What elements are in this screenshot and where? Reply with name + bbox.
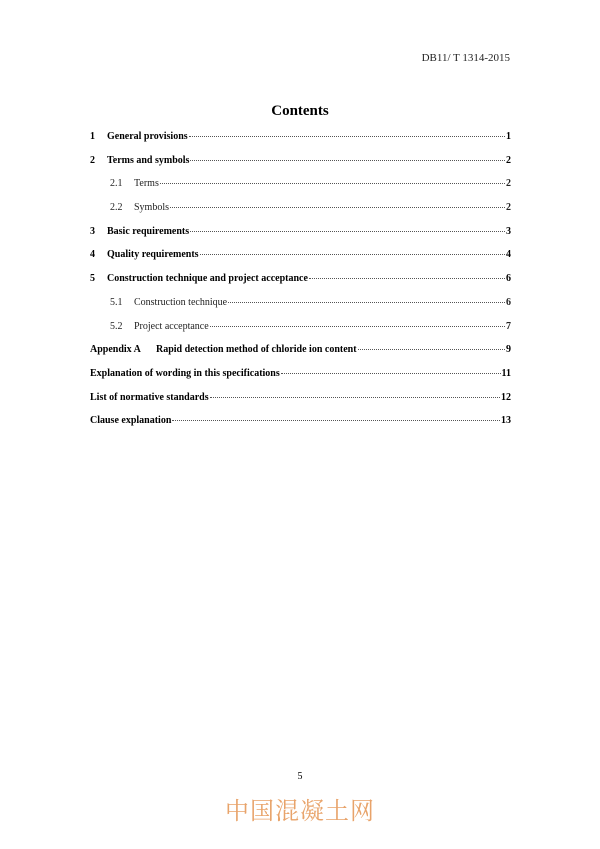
toc-entry-construction-technique[interactable] bbox=[90, 297, 511, 321]
toc-entry-label: Basic requirements bbox=[107, 225, 190, 237]
toc-entry-label: General provisions bbox=[107, 131, 188, 142]
toc-entry-label: Symbols bbox=[134, 202, 170, 214]
toc-entry-symbols[interactable] bbox=[90, 202, 511, 226]
toc-entry-label: Construction technique and project acceptance bbox=[107, 273, 308, 285]
page-title: Contents bbox=[271, 103, 329, 119]
dot-leader bbox=[189, 135, 505, 137]
toc-entry-number: 2 bbox=[90, 154, 95, 166]
toc-entry-label: Project acceptance bbox=[134, 320, 209, 332]
toc-entry-construction-technique-and-project-acceptance[interactable] bbox=[90, 273, 511, 297]
toc-entry-clause-explanation[interactable] bbox=[90, 415, 511, 439]
document-code-header: DB11/ T 1314-2015 bbox=[421, 52, 510, 64]
toc-entry-page: 2 bbox=[506, 202, 511, 214]
toc-entry-page: 2 bbox=[506, 154, 511, 166]
dot-leader bbox=[228, 301, 505, 303]
toc-entry-label: Quality requirements bbox=[107, 249, 199, 261]
dot-leader bbox=[309, 277, 505, 279]
toc-entry-page: 7 bbox=[506, 320, 511, 332]
toc-entry-number: 3 bbox=[90, 225, 95, 237]
toc-entry-appendix-a[interactable] bbox=[90, 344, 511, 368]
toc-entry-label: Explanation of wording in this specifications bbox=[90, 367, 280, 379]
toc-entry-page: 13 bbox=[501, 415, 511, 427]
dot-leader bbox=[172, 419, 500, 421]
dot-leader bbox=[210, 325, 505, 327]
toc-entry-number: Appendix A bbox=[90, 344, 141, 356]
table-of-contents bbox=[90, 131, 511, 439]
toc-entry-explanation-of-wording[interactable] bbox=[90, 368, 511, 392]
toc-entry-number: 1 bbox=[90, 131, 95, 142]
toc-entry-label: Terms bbox=[134, 178, 159, 190]
toc-entry-page: 1 bbox=[506, 131, 511, 142]
toc-entry-label: Terms and symbols bbox=[107, 154, 190, 166]
toc-entry-quality-requirements[interactable] bbox=[90, 249, 511, 273]
toc-entry-terms[interactable] bbox=[90, 178, 511, 202]
toc-entry-page: 2 bbox=[506, 178, 511, 190]
watermark-logo: 中国混凝土网 bbox=[225, 797, 375, 825]
toc-entry-page: 3 bbox=[506, 225, 511, 237]
toc-entry-list-of-normative-standards[interactable] bbox=[90, 392, 511, 416]
toc-entry-number: 2.1 bbox=[110, 178, 123, 190]
toc-entry-number: 5.1 bbox=[110, 296, 123, 308]
page-number: 5 bbox=[297, 771, 303, 782]
toc-entry-page: 4 bbox=[506, 249, 511, 261]
dot-leader bbox=[190, 159, 505, 161]
dot-leader bbox=[281, 372, 501, 374]
toc-entry-page: 12 bbox=[501, 391, 511, 403]
toc-entry-general-provisions[interactable] bbox=[90, 131, 511, 155]
toc-entry-label: Clause explanation bbox=[90, 415, 172, 427]
dot-leader bbox=[210, 396, 500, 398]
toc-entry-number: 5.2 bbox=[110, 320, 123, 332]
toc-entry-terms-and-symbols[interactable] bbox=[90, 155, 511, 179]
toc-entry-page: 11 bbox=[501, 367, 511, 379]
toc-entry-page: 6 bbox=[506, 296, 511, 308]
toc-entry-page: 9 bbox=[506, 344, 511, 356]
toc-entry-page: 6 bbox=[506, 273, 511, 285]
toc-entry-number: 5 bbox=[90, 273, 95, 285]
toc-entry-label: Rapid detection method of chloride ion content bbox=[156, 344, 357, 356]
dot-leader bbox=[170, 206, 505, 208]
toc-entry-label: Construction technique bbox=[134, 296, 228, 308]
toc-entry-number: 4 bbox=[90, 249, 95, 261]
dot-leader bbox=[190, 230, 505, 232]
toc-entry-basic-requirements[interactable] bbox=[90, 226, 511, 250]
dot-leader bbox=[200, 253, 505, 255]
toc-entry-label: List of normative standards bbox=[90, 391, 209, 403]
toc-entry-project-acceptance[interactable] bbox=[90, 321, 511, 345]
dot-leader bbox=[358, 348, 505, 350]
dot-leader bbox=[160, 182, 505, 184]
toc-entry-number: 2.2 bbox=[110, 202, 123, 214]
